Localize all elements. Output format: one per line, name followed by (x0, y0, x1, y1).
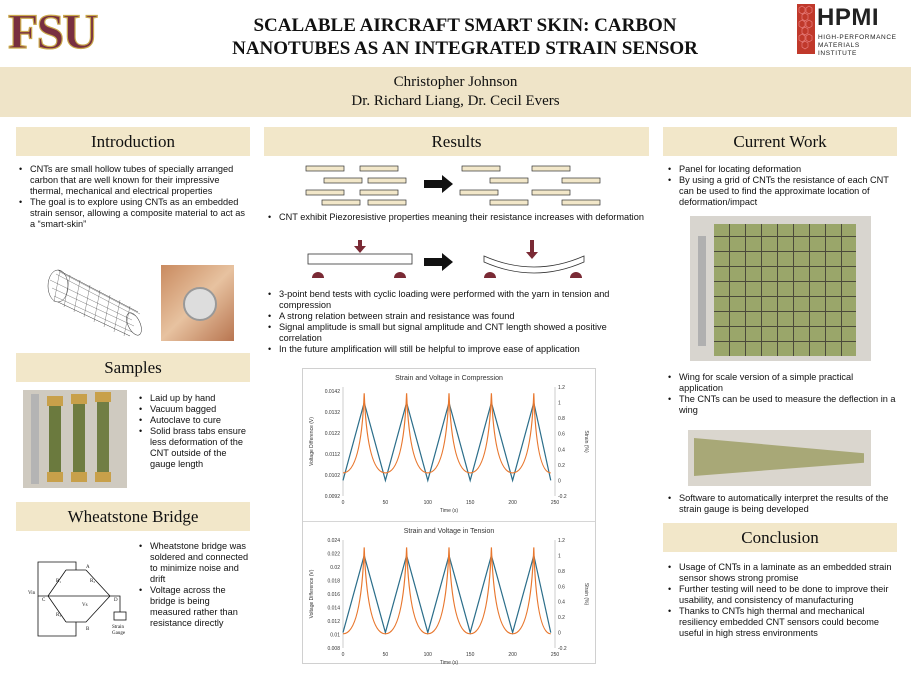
list-item: • Signal amplitude is small but signal amplitude and CNT length showed a positive correlation (267, 322, 647, 344)
wing-shape (694, 438, 864, 476)
list-item: • Wheatstone bridge was soldered and connected to minimize noise and drift (138, 541, 250, 585)
label-b: B (86, 627, 90, 632)
y-tick-label-left: 0.024 (327, 538, 340, 544)
current-work-bullets-top (667, 164, 897, 208)
list-item: • Usage of CNTs in a laminate as an embedded strain sensor shows strong promise (667, 562, 897, 584)
y-tick-label-right: -0.2 (558, 646, 567, 652)
fsu-logo-text: FSU (8, 6, 97, 54)
brass-tab (47, 396, 63, 406)
label-gauge-line-2: Gauge (112, 631, 126, 636)
y-tick-label-right: 0.4 (558, 599, 565, 606)
current-work-heading: Current Work (663, 127, 897, 156)
y-tick-label-left: 0.0112 (325, 452, 340, 459)
list-item: • Thanks to CNTs high thermal and mechanical resiliency embedded CNT sensors could become useful in high stress environments (667, 606, 897, 639)
x-tick-label: 50 (382, 500, 389, 506)
hpmi-subtitle (818, 34, 897, 58)
y-tick-label-right: 0.2 (558, 615, 565, 622)
x-tick-label: 150 (466, 500, 475, 506)
label-c: C (42, 598, 46, 603)
sample-strip (97, 396, 109, 480)
samples-photo (23, 390, 127, 488)
x-tick-label: 200 (508, 500, 517, 506)
sample-strip (49, 400, 61, 480)
x-tick-label: 50 (382, 652, 389, 658)
list-item: • Voltage across the bridge is being measured rather than resistance directly (138, 585, 250, 629)
hpmi-sub-line-2: MATERIALS (818, 42, 860, 49)
list-item: • 3-point bend tests with cyclic loading were performed with the yarn in tension and compression (267, 289, 647, 311)
list-item: • Further testing will need to be done to improve their usability, and consistency of manufacturing (667, 584, 897, 606)
y-tick-label-left: 0.0142 (324, 389, 340, 396)
x-tick-label: 250 (550, 652, 560, 658)
fsu-logo (8, 6, 118, 54)
brass-tab (47, 472, 63, 482)
results-bullets-bottom (267, 289, 647, 355)
y-tick-label-left: 0.022 (327, 551, 340, 558)
hpmi-sub-line-3: INSTITUTE (818, 50, 857, 57)
advisor-names: Dr. Richard Liang, Dr. Cecil Evers (351, 93, 560, 109)
label-a: A (86, 565, 90, 570)
y-tick-label-left: 0.016 (327, 592, 340, 598)
y-tick-label-left: 0.0132 (324, 410, 340, 417)
cnt-yarn-spool-photo (161, 265, 234, 341)
three-point-bend-diagram (300, 238, 618, 280)
list-item: • A strong relation between strain and resistance was found (267, 311, 647, 322)
list-item: • Autoclave to cure (138, 415, 250, 426)
y-tick-label-right: 0.8 (558, 416, 565, 423)
wheatstone-bridge-diagram (28, 556, 136, 642)
y-tick-label-right: 1 (558, 553, 561, 560)
y-axis-label-right: Strain (%) (583, 582, 589, 606)
y-tick-label-left: 0.0102 (324, 473, 340, 480)
tension-chart (303, 522, 595, 668)
y-axis-label-left: Voltage Difference (V) (309, 569, 315, 619)
list-item: • Laid up by hand (138, 393, 250, 404)
brass-tab (71, 472, 87, 482)
y-tick-label-left: 0.01 (330, 632, 340, 639)
cnt-grid-panel-photo (690, 216, 871, 361)
y-tick-label-right: 0.4 (558, 447, 565, 454)
list-item: • The goal is to explore using CNTs as an embedded strain sensor, allowing a composite material to act as a “smart-skin” (18, 197, 250, 230)
x-tick-label: 250 (550, 500, 560, 506)
current-work-bullets-bottom (667, 493, 897, 515)
list-item: • CNTs are small hollow tubes of specially arranged carbon that are well known for their impressive thermal, mechanical and electrical properties (18, 164, 250, 197)
y-tick-label-right: 0.2 (558, 462, 565, 469)
y-tick-label-left: 0.0092 (324, 494, 340, 500)
brass-tab (95, 472, 111, 482)
x-tick-label: 0 (341, 500, 345, 506)
arrow-right-icon (424, 175, 453, 193)
x-tick-label: 150 (466, 652, 475, 658)
y-tick-label-right: 1.2 (558, 385, 565, 391)
list-item: • By using a grid of CNTs the resistance of each CNT can be used to find the approximate location of deformation/impact (667, 175, 897, 208)
list-item: • In the future amplification will still be helpful to improve ease of application (267, 344, 647, 355)
y-tick-label-right: -0.2 (558, 494, 567, 500)
y-tick-label-right: 0.8 (558, 568, 565, 575)
introduction-bullets (18, 164, 250, 230)
list-item: • Vacuum bagged (138, 404, 250, 415)
results-heading: Results (264, 127, 649, 156)
label-vin: Vin (28, 591, 36, 596)
conclusion-heading: Conclusion (663, 523, 897, 552)
results-charts (302, 368, 596, 664)
label-r3: R₃ (56, 613, 62, 618)
title-line-1: SCALABLE AIRCRAFT SMART SKIN: CARBON (253, 15, 677, 36)
y-tick-label-right: 0.6 (558, 584, 565, 591)
hpmi-logo-text: HPMI (817, 4, 879, 31)
y-tick-label-left: 0.02 (330, 565, 340, 571)
x-tick-label: 100 (423, 652, 432, 658)
y-tick-label-right: 1 (558, 400, 561, 407)
author-band (0, 67, 911, 117)
introduction-heading: Introduction (16, 127, 250, 156)
hpmi-hex-icon (797, 4, 815, 54)
ruler-shape (698, 236, 706, 346)
wing-photo (688, 430, 871, 486)
brass-tab (95, 392, 111, 402)
y-tick-label-right: 0.6 (558, 431, 565, 438)
label-d: D (114, 598, 118, 603)
carbon-nanotube-illustration (40, 262, 150, 342)
wheatstone-bullets (138, 541, 250, 629)
voltage-series-line (343, 393, 551, 473)
y-tick-label-left: 0.012 (327, 619, 340, 625)
label-gauge-line-1: Strain (112, 625, 124, 630)
results-bullets-top (267, 212, 647, 223)
poster-title (150, 14, 780, 60)
label-r1: R₁ (56, 579, 62, 584)
list-item: • Panel for locating deformation (667, 164, 897, 175)
title-line-2: NANOTUBES AS AN INTEGRATED STRAIN SENSOR (232, 38, 698, 59)
wheatstone-heading: Wheatstone Bridge (16, 502, 250, 531)
x-tick-label: 100 (423, 500, 432, 506)
author-name: Christopher Johnson (393, 74, 518, 90)
samples-bullets (138, 393, 250, 470)
chart-title: Strain and Voltage in Tension (403, 528, 495, 535)
label-r2: R₂ (90, 579, 96, 584)
cnt-grid-panel (714, 224, 856, 356)
list-item: • Solid brass tabs ensure less deformation of the CNT outside of the gauge length (138, 426, 250, 470)
chart-title: Strain and Voltage in Compression (395, 375, 503, 382)
y-axis-label-right: Strain (%) (583, 430, 589, 453)
y-tick-label-left: 0.008 (327, 646, 340, 652)
list-item: • Wing for scale version of a simple practical application (667, 372, 897, 394)
spool-shape (183, 287, 217, 321)
x-axis-label: Time (s) (439, 660, 459, 666)
compression-chart (303, 369, 595, 516)
piezoresistive-diagram (300, 162, 618, 206)
y-axis-label-left: Voltage Difference (V) (309, 417, 315, 466)
list-item: • CNT exhibit Piezoresistive properties meaning their resistance increases with deformation (267, 212, 647, 223)
samples-heading: Samples (16, 353, 250, 382)
list-item: • Software to automatically interpret the results of the strain gauge is being developed (667, 493, 897, 515)
x-tick-label: 0 (341, 652, 345, 658)
current-work-bullets-mid (667, 372, 897, 416)
label-vs: Vs (82, 603, 88, 608)
sample-strip (73, 398, 85, 480)
arrow-right-icon (424, 253, 453, 271)
y-tick-label-right: 0 (558, 478, 561, 485)
y-tick-label-right: 1.2 (558, 538, 565, 544)
x-tick-label: 200 (508, 652, 517, 658)
brass-tab (71, 394, 87, 404)
y-tick-label-left: 0.018 (327, 578, 340, 585)
conclusion-bullets (667, 562, 897, 639)
hpmi-sub-line-1: HIGH-PERFORMANCE (818, 34, 897, 41)
ruler-shape (31, 394, 39, 484)
y-tick-label-left: 0.014 (327, 605, 340, 612)
list-item: • The CNTs can be used to measure the deflection in a wing (667, 394, 897, 416)
y-tick-label-right: 0 (558, 630, 561, 637)
x-axis-label: Time (s) (439, 508, 459, 514)
y-tick-label-left: 0.0122 (324, 431, 340, 438)
